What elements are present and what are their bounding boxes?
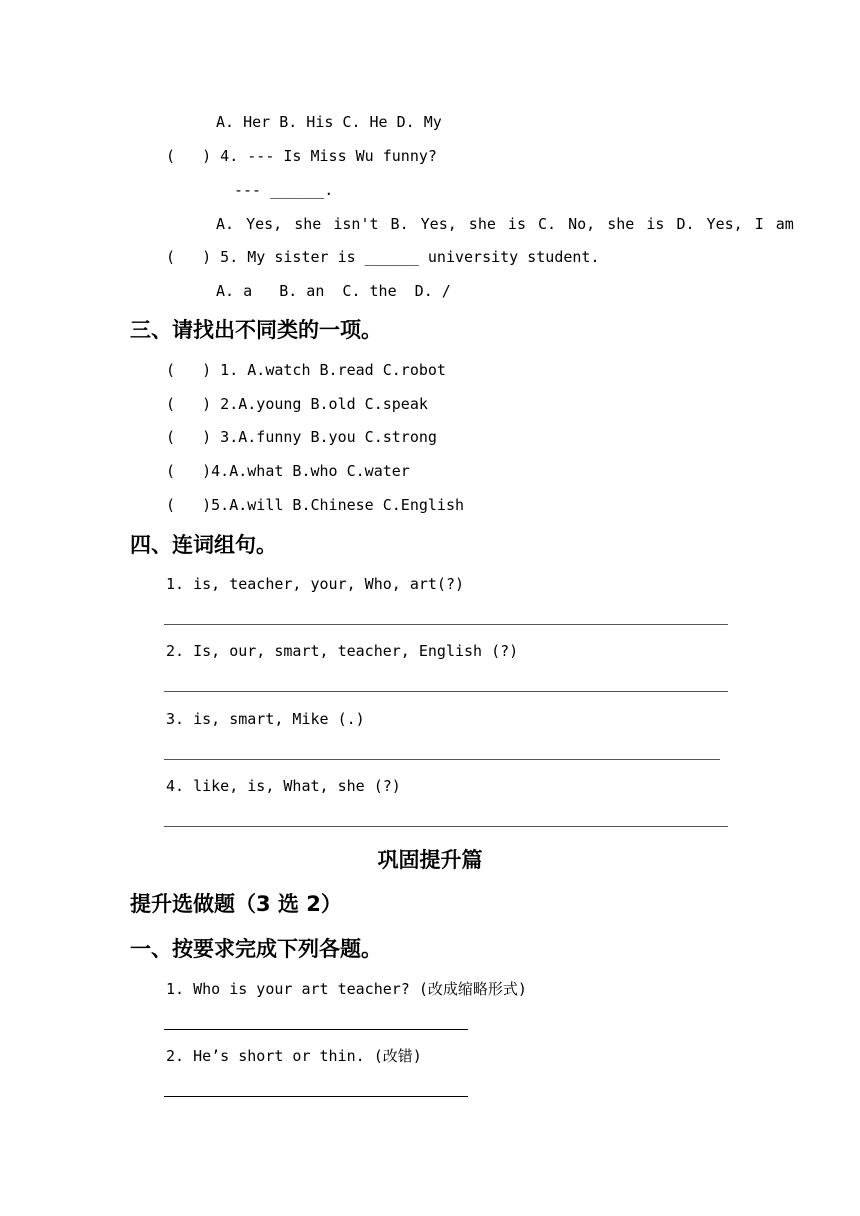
section3-heading: 三、请找出不同类的一项。: [130, 318, 382, 342]
section4-item: 3. is, smart, Mike (.): [166, 710, 365, 728]
part2-item: 1. Who is your art teacher? (改成缩略形式): [166, 980, 527, 998]
answer-line: [164, 624, 728, 625]
answer-line: [164, 1096, 468, 1097]
q3-options: A. Her B. His C. He D. My: [216, 113, 442, 131]
q4-options: A. Yes, she isn't B. Yes, she is C. No, she is D. Yes, I am: [216, 215, 794, 233]
section4-item: 4. like, is, What, she (?): [166, 777, 401, 795]
section4-item: 1. is, teacher, your, Who, art(?): [166, 575, 465, 593]
q4-answer-line: --- ______.: [234, 181, 334, 199]
answer-line: [164, 826, 728, 827]
q5-question: ( ) 5. My sister is ______ university student.: [166, 248, 600, 266]
section3-item: ( ) 1. A.watch B.read C.robot: [166, 361, 446, 379]
answer-line: [164, 1029, 468, 1030]
section3-item: ( ) 3.A.funny B.you C.strong: [166, 428, 437, 446]
part2-item: 2. He’s short or thin. (改错): [166, 1047, 422, 1065]
section4-heading: 四、连词组句。: [130, 533, 277, 557]
part2-heading: 一、按要求完成下列各题。: [130, 937, 382, 961]
part-subtitle: 提升选做题（3 选 2）: [130, 892, 342, 916]
q4-question: ( ) 4. --- Is Miss Wu funny?: [166, 147, 437, 165]
answer-line: [164, 759, 720, 760]
part-title: 巩固提升篇: [377, 848, 483, 872]
section3-item: ( )4.A.what B.who C.water: [166, 462, 410, 480]
answer-line: [164, 691, 728, 692]
section3-item: ( )5.A.will B.Chinese C.English: [166, 496, 465, 514]
section4-item: 2. Is, our, smart, teacher, English (?): [166, 642, 519, 660]
q5-options: A. a B. an C. the D. /: [216, 282, 451, 300]
section3-item: ( ) 2.A.young B.old C.speak: [166, 395, 428, 413]
